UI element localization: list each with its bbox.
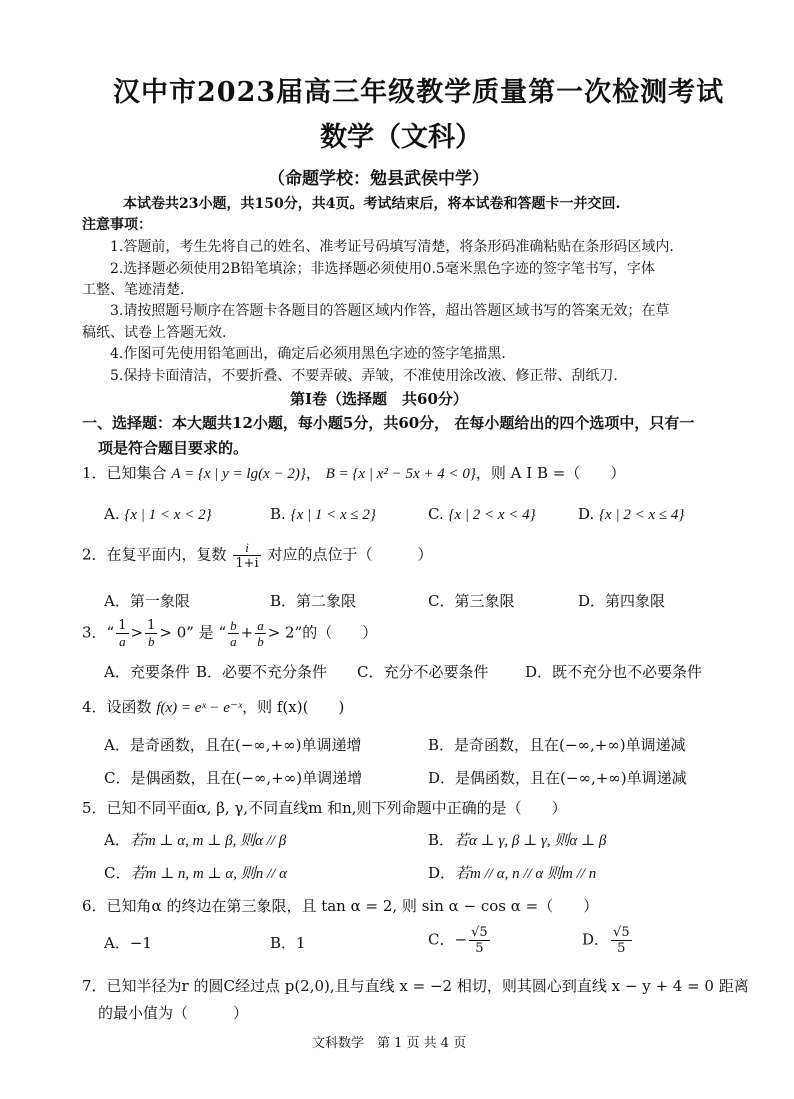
question-4: 4．设函数 f(x) = eˣ − e⁻ˣ，则 f(x)( )	[82, 698, 345, 716]
option-d: D． $\frac{√5}{5}$	[582, 925, 630, 956]
fraction: $\frac{√5}{5}$	[471, 925, 488, 956]
option-a: A．是奇函数，且在(−∞,+∞)单调递增	[104, 736, 362, 754]
notice-line: 5.保持卡面清洁，不要折叠、不要弄破、弄皱，不准使用涂改液、修正带、刮纸刀.	[110, 368, 618, 384]
option-d: D. {x | 2 < x ≤ 4}	[578, 505, 685, 523]
option-c: C．第三象限	[428, 592, 515, 610]
question-2: 2．在复平面内，复数 $\frac{i}{1+i}$ 对应的点位于（ ）	[82, 540, 433, 571]
option-a: A．第一象限	[104, 592, 190, 610]
question-tail: ，则 A I B =（ ）	[475, 464, 626, 482]
question-6: 6．已知角α 的终边在第三象限，且 tan α = 2, 则 sin α − cos α =（ ）	[82, 897, 599, 915]
notice-heading: 注意事项：	[82, 217, 152, 233]
exam-title: 汉中市2023届高三年级教学质量第一次检测考试	[113, 77, 725, 108]
option-c: C．− $\frac{√5}{5}$	[428, 925, 488, 956]
option-a: A．若m ⊥ α, m ⊥ β, 则α // β	[104, 831, 287, 849]
option-c: C. {x | 2 < x < 4}	[428, 505, 536, 523]
set-b: B = {x | x² − 5x + 4 < 0}	[325, 466, 476, 482]
notice-line: 1.答题前，考生先将自己的姓名、准考证号码填写清楚，将条形码准确粘贴在条形码区域内.	[110, 239, 674, 255]
option-b: B．1	[270, 934, 306, 952]
option-a: A．−1	[104, 934, 152, 952]
section1-heading: 一、选择题：本大题共12小题，每小题5分，共60分， 在每小题给出的四个选项中，只有一	[82, 414, 695, 432]
question-number: 1．	[82, 464, 107, 482]
option-b: B．若α ⊥ γ, β ⊥ γ, 则α ⊥ β	[428, 831, 607, 849]
exam-info: 本试卷共23小题，共150分，共4页。考试结束后，将本试卷和答题卡一并交回.	[123, 196, 621, 212]
option-b: B. {x | 1 < x ≤ 2}	[270, 505, 376, 523]
fraction: $\frac{i}{1+i}$	[235, 540, 259, 571]
option-a: A. {x | 1 < x < 2}	[104, 505, 212, 523]
option-c: C．若m ⊥ n, m ⊥ α, 则n // α	[104, 864, 287, 882]
notice-line: 4.作图可先使用铅笔画出，确定后必须用黑色字迹的签字笔描黑.	[110, 346, 506, 362]
section1-heading-cont: 项是符合题目要求的。	[98, 439, 249, 457]
set-a: A = {x | y = lg(x − 2)}	[171, 466, 306, 482]
fraction: $\frac{1}{a}$	[118, 618, 127, 649]
option-a: A．充要条件	[104, 663, 190, 681]
option-c: C．是偶函数，且在(−∞,+∞)单调递增	[104, 769, 363, 787]
notice-line: 3.请按照题号顺序在答题卡各题目的答题区域内作答，超出答题区域书写的答案无效；在草	[110, 303, 670, 319]
question-1: 1．已知集合 A = {x | y = lg(x − 2)}， B = {x | x² − 5x + 4 < 0}，则 A I B =（ ）	[82, 464, 626, 482]
fraction: $\frac{b}{a}$	[230, 618, 237, 649]
option-b: B．第二象限	[270, 592, 357, 610]
fraction: $\frac{1}{b}$	[147, 618, 156, 649]
option-c: C．充分不必要条件	[357, 663, 489, 681]
fraction: $\frac{√5}{5}$	[613, 925, 630, 956]
notice-line: 稿纸、试卷上答题无效.	[82, 325, 227, 341]
page-footer: 文科数学 第 1 页 共 4 页	[312, 1036, 467, 1051]
question-3: 3．“ $\frac{1}{a}$ > $\frac{1}{b}$ > 0” 是 “ $\frac{b}{a}$ + $\frac{a}{b}$ > 2”的（ ）	[82, 618, 378, 649]
question-7-cont: 的最小值为（ ）	[98, 1004, 249, 1022]
school-line: （命题学校：勉县武侯中学）	[268, 169, 489, 189]
fraction: $\frac{a}{b}$	[257, 618, 264, 649]
question-text: 已知集合	[106, 464, 167, 482]
option-d: D．是偶函数，且在(−∞,+∞)单调递减	[428, 769, 687, 787]
part1-title: 第Ⅰ卷（选择题 共60分）	[290, 390, 468, 408]
option-d: D．若m // α, n // α 则m // n	[428, 864, 597, 882]
option-b: B．必要不充分条件	[196, 663, 328, 681]
option-d: D．第四象限	[578, 592, 666, 610]
option-d: D．既不充分也不必要条件	[525, 663, 703, 681]
option-b: B．是奇函数，且在(−∞,+∞)单调递减	[428, 736, 686, 754]
exam-subtitle: 数学（文科）	[320, 122, 482, 153]
notice-line: 工整、笔迹清楚.	[82, 282, 185, 298]
notice-line: 2.选择题必须使用2B铅笔填涂；非选择题必须使用0.5毫米黑色字迹的签字笔书写，字体	[110, 261, 655, 277]
question-7: 7．已知半径为r 的圆C经过点 p(2,0),且与直线 x = −2 相切，则其圆心到直线 x − y + 4 = 0 距离	[82, 977, 749, 995]
question-5: 5．已知不同平面α, β, γ,不同直线m 和n,则下列命题中正确的是（ ）	[82, 799, 567, 817]
